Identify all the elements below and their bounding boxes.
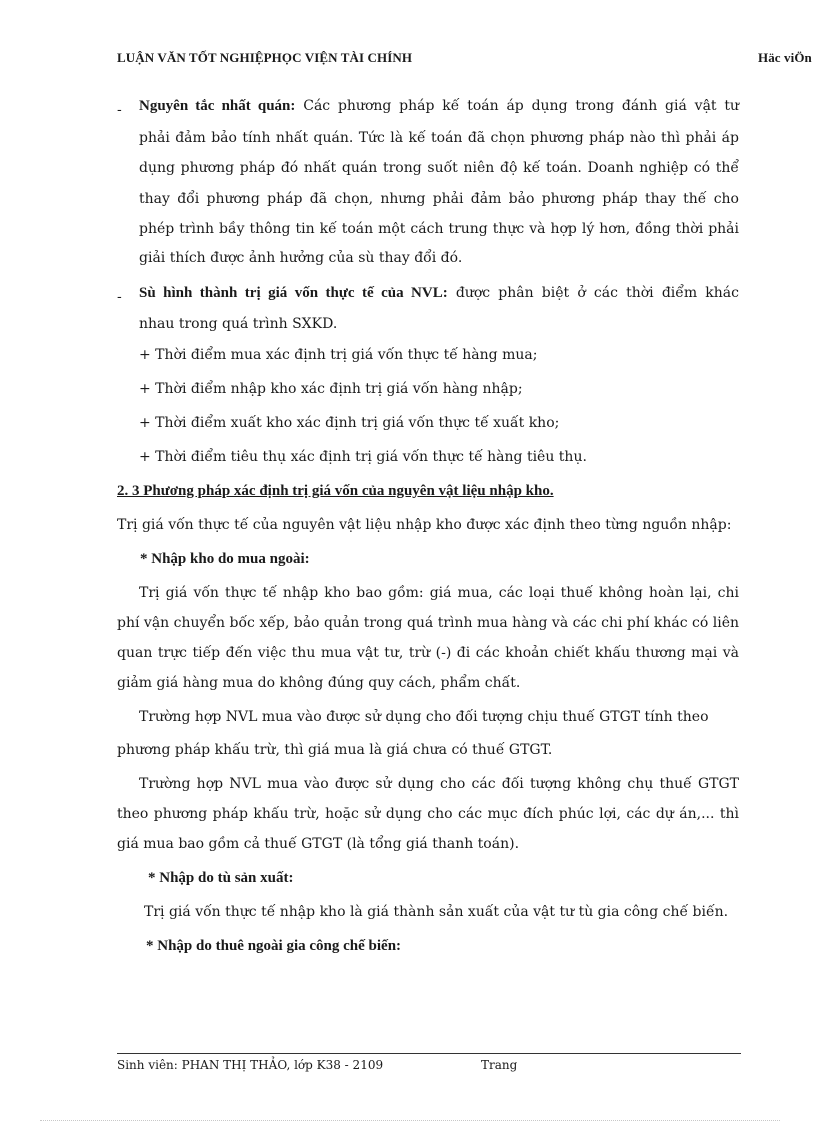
page-edge-divider xyxy=(40,1120,780,1121)
paragraph-line: Trị giá vốn thực tế nhập kho là giá thành sản xuất của vật tư tù gia công chế biến. xyxy=(144,904,729,920)
paragraph-line: phép trình bầy thông tin kế toán một cách trung thực và hợp lý hơn, đồng thời phải xyxy=(139,221,739,237)
paragraph-line: Trị giá vốn thực tế nhập kho bao gồm: giá mua, các loại thuế không hoàn lại, chi xyxy=(139,585,739,601)
paragraph-line: theo phương pháp khấu trừ, hoặc sử dụng cho các mục đích phúc lợi, các dự án,... thì xyxy=(117,806,739,822)
paragraph-line: Nguyên tắc nhất quán: Các phương pháp kế toán áp dụng trong đánh giá vật tư xyxy=(139,98,740,114)
bullet-mark: - xyxy=(117,289,122,305)
bold-lead: Sù hình thành trị giá vốn thực tế của NVL: xyxy=(139,285,448,301)
footer-rule xyxy=(117,1053,741,1054)
paragraph-line: Sù hình thành trị giá vốn thực tế của NVL: được phân biệt ở các thời điểm khác xyxy=(139,285,739,301)
subheading: * Nhập kho do mua ngoài: xyxy=(140,551,310,567)
paragraph-line: giá mua bao gồm cả thuế GTGT (là tổng giá thanh toán). xyxy=(117,836,520,852)
paragraph-line: nhau trong quá trình SXKD. xyxy=(139,316,338,332)
paragraph-line: Trường hợp NVL mua vào được sử dụng cho các đối tượng không chụ thuế GTGT xyxy=(139,776,739,792)
subheading: * Nhập do thuê ngoài gia công chế biến: xyxy=(146,938,402,954)
list-item: + Thời điểm xuất kho xác định trị giá vốn thực tế xuất kho; xyxy=(139,415,560,431)
header-title: LUẬN VĂN TỐT NGHIỆPHỌC VIỆN TÀI CHÍNH xyxy=(117,50,413,65)
paragraph-line: phương pháp khấu trừ, thì giá mua là giá chưa có thuế GTGT. xyxy=(117,742,553,758)
paragraph-line: giảm giá hàng mua do không đúng quy cách, phẩm chất. xyxy=(117,675,521,691)
paragraph-line: quan trực tiếp đến việc thu mua vật tư, trừ (-) đi các khoản chiết khấu thương mại và xyxy=(117,645,739,661)
list-item: + Thời điểm tiêu thụ xác định trị giá vốn thực tế hàng tiêu thụ. xyxy=(139,449,587,465)
footer-page-label: Trang xyxy=(481,1058,518,1072)
subheading: * Nhập do tù sản xuất: xyxy=(148,870,294,886)
bold-lead: Nguyên tắc nhất quán: xyxy=(139,98,296,114)
list-item: + Thời điểm nhập kho xác định trị giá vốn hàng nhập; xyxy=(139,381,523,397)
footer-student: Sinh viên: PHAN THỊ THẢO, lớp K38 - 2109 xyxy=(117,1058,384,1072)
paragraph-line: giải thích được ảnh hưởng của sù thay đổi đó. xyxy=(139,250,463,266)
paragraph-line: dụng phương pháp đó nhất quán trong suốt niên độ kế toán. Doanh nghiệp có thể xyxy=(139,160,739,176)
bullet-mark: - xyxy=(117,102,122,118)
header-institution: Häc viÖn xyxy=(758,50,812,65)
intro-line: Trị giá vốn thực tế của nguyên vật liệu nhập kho được xác định theo từng nguồn nhập: xyxy=(117,517,732,533)
paragraph-line: phải đảm bảo tính nhất quán. Tức là kế toán đã chọn phương pháp nào thì phải áp xyxy=(139,130,739,146)
paragraph-line: Trường hợp NVL mua vào được sử dụng cho đối tượng chịu thuế GTGT tính theo xyxy=(139,709,709,725)
paragraph-line: thay đổi phương pháp đã chọn, nhưng phải đảm bảo phương pháp thay thế cho xyxy=(139,191,739,207)
list-item: + Thời điểm mua xác định trị giá vốn thực tế hàng mua; xyxy=(139,347,538,363)
paragraph-line: phí vận chuyển bốc xếp, bảo quản trong quá trình mua hàng và các chi phí khác có liên xyxy=(117,615,739,631)
section-heading: 2. 3 Phương pháp xác định trị giá vốn của nguyên vật liệu nhập kho. xyxy=(117,483,554,499)
